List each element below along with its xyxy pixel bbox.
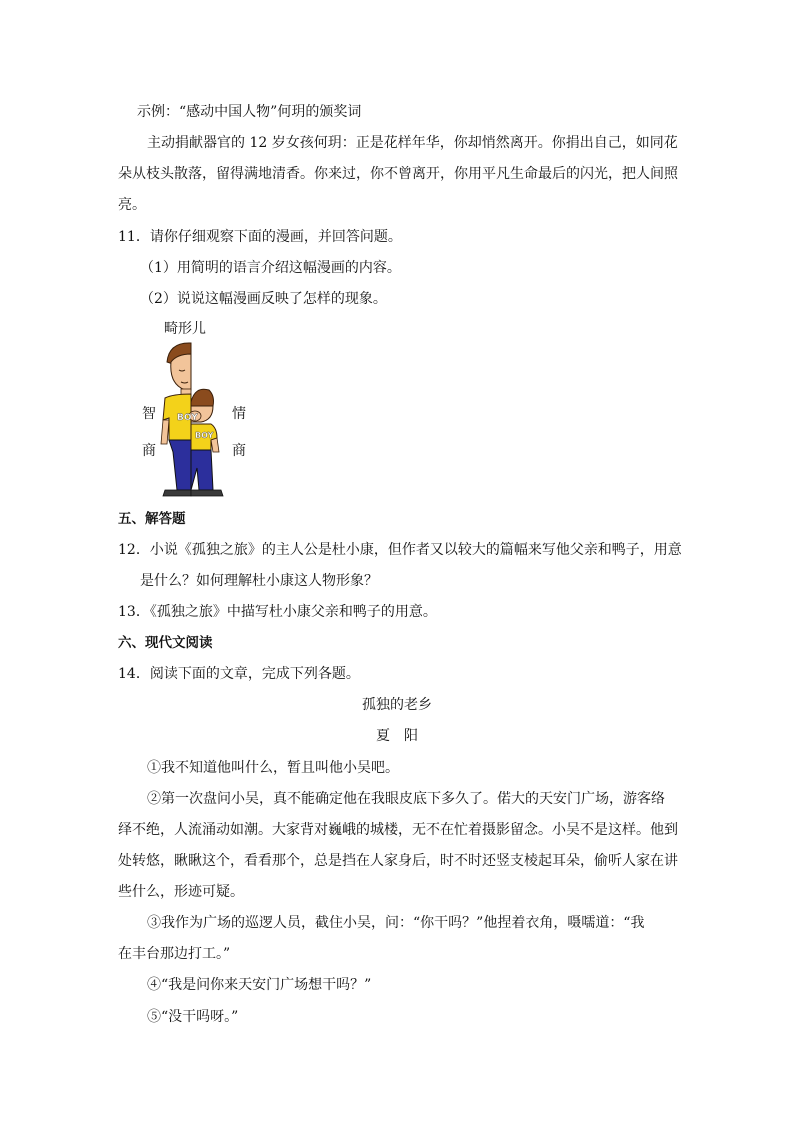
question-11-stem: 11．请你仔细观察下面的漫画，并回答问题。 [118,229,402,245]
question-14: 14．阅读下面的文章，完成下列各题。 [118,666,360,682]
question-12-line-2: 是什么？如何理解杜小康这人物形象？ [140,573,378,589]
article-paragraph-3-line-1: ③我作为广场的巡逻人员，截住小吴，问：“你干吗？”他捏着衣角，嗫嚅道：“我 [147,915,645,931]
article-author: 夏 阳 [376,728,418,744]
article-paragraph-3-line-2: 在丰台那边打工。” [118,946,231,962]
article-paragraph-2-line-1: ②第一次盘问小吴，真不能确定他在我眼皮底下多久了。偌大的天安门广场，游客络 [147,791,665,807]
article-title: 孤独的老乡 [362,697,432,713]
article-paragraph-2-line-2: 绎不绝，人流涌动如潮。大家背对巍峨的城楼，无不在忙着摄影留念。小吴不是这样。他到 [118,822,678,838]
cartoon-illustration [155,340,230,500]
small-boy-shirt-text: BOY [195,431,214,440]
example-body-line-1: 主动捐献器官的 12 岁女孩何玥：正是花样年华，你却悄然离开。你捐出自己，如同花 [147,135,678,151]
question-11-sub-1: （1）用简明的语言介绍这幅漫画的内容。 [140,260,401,276]
question-11-sub-2: （2）说说这幅漫画反映了怎样的现象。 [140,291,387,307]
example-body-line-2: 朵从枝头散落，留得满地清香。你来过，你不曾离开，你用平凡生命最后的闪光，把人间照 [118,166,678,182]
article-paragraph-4: ④“我是问你来天安门广场想干吗？” [147,977,372,993]
article-paragraph-5: ⑤“没干吗呀。” [147,1009,239,1025]
section-5-heading: 五、解答题 [118,511,186,527]
cartoon-label-left-top: 智 [142,406,156,422]
cartoon-label-right-bottom: 商 [232,443,246,459]
article-paragraph-1: ①我不知道他叫什么，暂且叫他小吴吧。 [147,760,399,776]
question-12-line-1: 12．小说《孤独之旅》的主人公是杜小康，但作者又以较大的篇幅来写他父亲和鸭子，用意 [118,542,682,558]
cartoon-label-right-top: 情 [232,406,246,422]
section-6-heading: 六、现代文阅读 [118,635,213,651]
cartoon-title: 畸形儿 [164,321,206,337]
cartoon-label-left-bottom: 商 [142,443,156,459]
small-boy-figure [189,389,223,496]
example-title: 示例：“感动中国人物”何玥的颁奖词 [137,104,362,120]
article-paragraph-2-line-4: 些什么，形迹可疑。 [118,884,244,900]
question-13: 13．《孤独之旅》中描写杜小康父亲和鸭子的用意。 [118,604,437,620]
tall-boy-shirt-text: BOY [177,413,198,423]
article-paragraph-2-line-3: 处转悠，瞅瞅这个，看看那个，总是挡在人家身后，时不时还竖支棱起耳朵，偷听人家在讲 [118,853,678,869]
example-body-line-3: 亮。 [118,197,146,213]
